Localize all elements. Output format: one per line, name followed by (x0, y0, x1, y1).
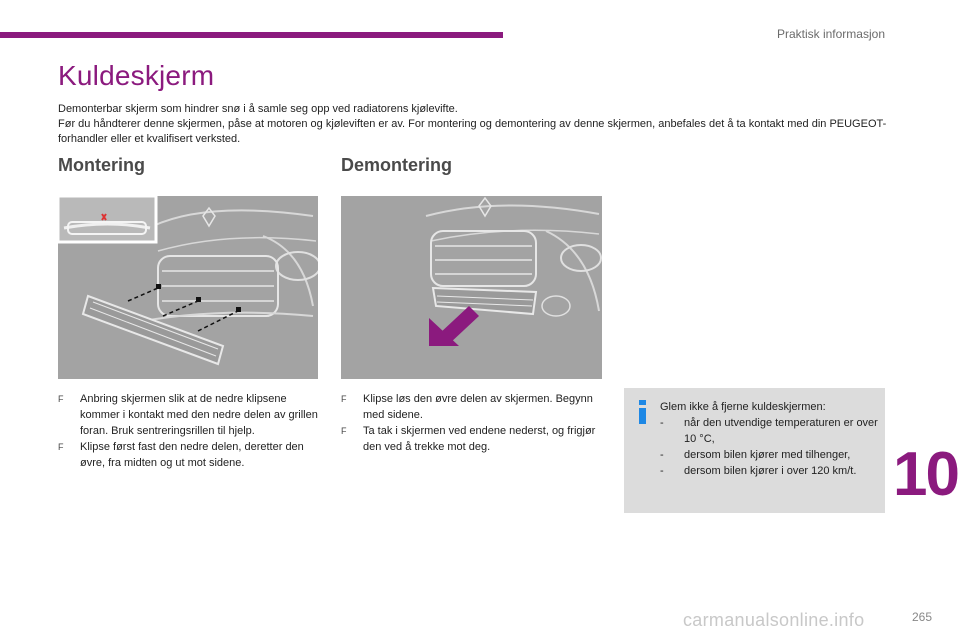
intro-line-2: Før du håndterer denne skjermen, påse at motoren og kjøleviften er av. For montering og demontering av denne skjermen, anbefales det å ta kontakt med din PEUGEOT-forhandler eller et kvalifisert verksted. (58, 118, 887, 145)
intro-text (58, 102, 888, 147)
dash-bullet: - (660, 449, 664, 461)
dash-bullet: - (660, 417, 664, 429)
header-accent-bar (0, 32, 503, 38)
info-lead: Glem ikke å fjerne kuldeskjermen: (660, 401, 826, 413)
list-item (341, 423, 603, 455)
car-front-mounting-drawing (58, 196, 318, 379)
step-text: Klipse først fast den nedre delen, deretter den øvre, fra midten og ut mot sidene. (80, 441, 304, 469)
montering-illustration (58, 196, 318, 379)
list-item (660, 415, 880, 447)
info-box (624, 388, 885, 513)
page-title: Kuldeskjerm (58, 60, 215, 91)
demontering-steps (341, 391, 603, 455)
info-item-text: dersom bilen kjører med tilhenger, (684, 449, 851, 461)
chapter-number: 10 (893, 440, 958, 509)
page-number: 265 (912, 610, 933, 624)
info-item-text: når den utvendige temperaturen er over 10 °C, (684, 417, 878, 445)
watermark: carmanualsonline.info (683, 610, 865, 630)
info-icon (638, 400, 650, 426)
list-item (341, 391, 603, 423)
list-item (58, 391, 320, 439)
montering-heading: Montering (58, 155, 145, 175)
list-item (660, 447, 880, 463)
step-text: Klipse løs den øvre delen av skjermen. Begynn med sidene. (363, 393, 593, 421)
step-text: Anbring skjermen slik at de nedre klipsene kommer i kontakt med den nedre delen av grillen foran. Bruk sentreringsrillen til hjelp. (80, 393, 318, 437)
bullet-icon: F (58, 442, 64, 452)
info-text (660, 399, 880, 479)
montering-steps (58, 391, 320, 471)
bullet-icon: F (341, 426, 347, 436)
demontering-illustration (341, 196, 602, 379)
section-label: Praktisk informasjon (776, 27, 885, 41)
bullet-icon: F (341, 394, 347, 404)
info-item-text: dersom bilen kjører i over 120 km/t. (684, 465, 857, 477)
step-text: Ta tak i skjermen ved endene nederst, og frigjør den ved å trekke mot deg. (363, 425, 596, 453)
car-front-removal-drawing (341, 196, 602, 379)
dash-bullet: - (660, 465, 664, 477)
bullet-icon: F (58, 394, 64, 404)
demontering-heading: Demontering (341, 155, 453, 175)
intro-line-1: Demonterbar skjerm som hindrer snø i å samle seg opp ved radiatorens kjølevifte. (58, 103, 458, 115)
list-item (660, 463, 880, 479)
list-item (58, 439, 320, 471)
